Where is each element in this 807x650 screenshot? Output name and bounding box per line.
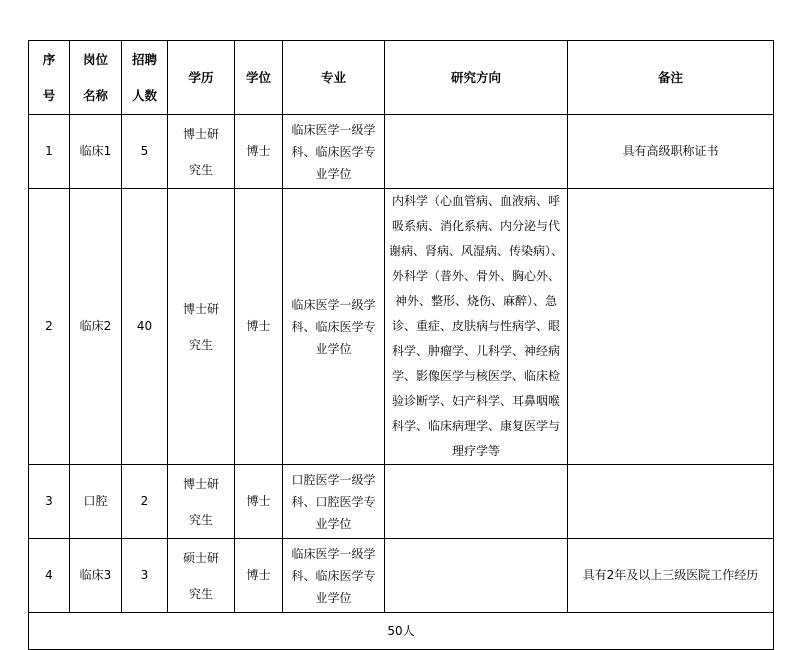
cell-major: 临床医学一级学科、临床医学专业学位 bbox=[283, 115, 385, 189]
cell-note bbox=[568, 189, 774, 465]
header-research: 研究方向 bbox=[385, 41, 568, 115]
cell-seq: 4 bbox=[29, 539, 70, 613]
header-degree: 学位 bbox=[235, 41, 283, 115]
total-cell: 50人 bbox=[29, 613, 774, 650]
header-position-line1: 岗位 bbox=[82, 51, 108, 67]
header-seq-line2: 号 bbox=[42, 87, 56, 103]
cell-position: 口腔 bbox=[70, 465, 122, 539]
cell-position: 临床2 bbox=[70, 189, 122, 465]
header-education: 学历 bbox=[168, 41, 235, 115]
header-seq bbox=[29, 41, 70, 115]
cell-seq: 3 bbox=[29, 465, 70, 539]
table-row bbox=[29, 539, 774, 613]
header-major: 专业 bbox=[283, 41, 385, 115]
cell-major: 临床医学一级学科、临床医学专业学位 bbox=[283, 189, 385, 465]
cell-degree: 博士 bbox=[235, 115, 283, 189]
header-count-line2: 人数 bbox=[131, 87, 157, 103]
cell-seq: 1 bbox=[29, 115, 70, 189]
recruitment-table bbox=[28, 40, 774, 650]
cell-research: 内科学（心血管病、血液病、呼吸系病、消化系病、内分泌与代谢病、肾病、风湿病、传染病）、外科学（普外、骨外、胸心外、神外、整形、烧伤、麻醉）、急诊、重症、皮肤病与性病学、眼科学、肿瘤学、儿科学、神经病学、影像医学与核医学、临床检验诊断学、妇产科学、耳鼻咽喉科学、临床病理学、康复医学与理疗学等 bbox=[385, 189, 568, 465]
cell-research bbox=[385, 115, 568, 189]
cell-major: 口腔医学一级学科、口腔医学专业学位 bbox=[283, 465, 385, 539]
cell-note: 具有2年及以上三级医院工作经历 bbox=[568, 539, 774, 613]
cell-position: 临床1 bbox=[70, 115, 122, 189]
cell-count: 40 bbox=[122, 189, 168, 465]
header-row bbox=[29, 41, 774, 115]
cell-degree: 博士 bbox=[235, 465, 283, 539]
cell-seq: 2 bbox=[29, 189, 70, 465]
cell-education: 硕士研究生 bbox=[168, 539, 235, 613]
cell-education: 博士研究生 bbox=[168, 189, 235, 465]
cell-count: 5 bbox=[122, 115, 168, 189]
cell-note bbox=[568, 465, 774, 539]
cell-research bbox=[385, 539, 568, 613]
header-position bbox=[70, 41, 122, 115]
table-row bbox=[29, 115, 774, 189]
cell-research bbox=[385, 465, 568, 539]
cell-education: 博士研究生 bbox=[168, 115, 235, 189]
cell-degree: 博士 bbox=[235, 189, 283, 465]
cell-degree: 博士 bbox=[235, 539, 283, 613]
cell-major: 临床医学一级学科、临床医学专业学位 bbox=[283, 539, 385, 613]
table-row bbox=[29, 189, 774, 465]
header-seq-line1: 序 bbox=[42, 51, 56, 67]
cell-position: 临床3 bbox=[70, 539, 122, 613]
header-count-line1: 招聘 bbox=[131, 51, 157, 67]
header-count bbox=[122, 41, 168, 115]
total-row bbox=[29, 613, 774, 650]
header-position-line2: 名称 bbox=[82, 87, 108, 103]
cell-note: 具有高级职称证书 bbox=[568, 115, 774, 189]
cell-count: 3 bbox=[122, 539, 168, 613]
table-row bbox=[29, 465, 774, 539]
cell-education: 博士研究生 bbox=[168, 465, 235, 539]
cell-count: 2 bbox=[122, 465, 168, 539]
header-note: 备注 bbox=[568, 41, 774, 115]
